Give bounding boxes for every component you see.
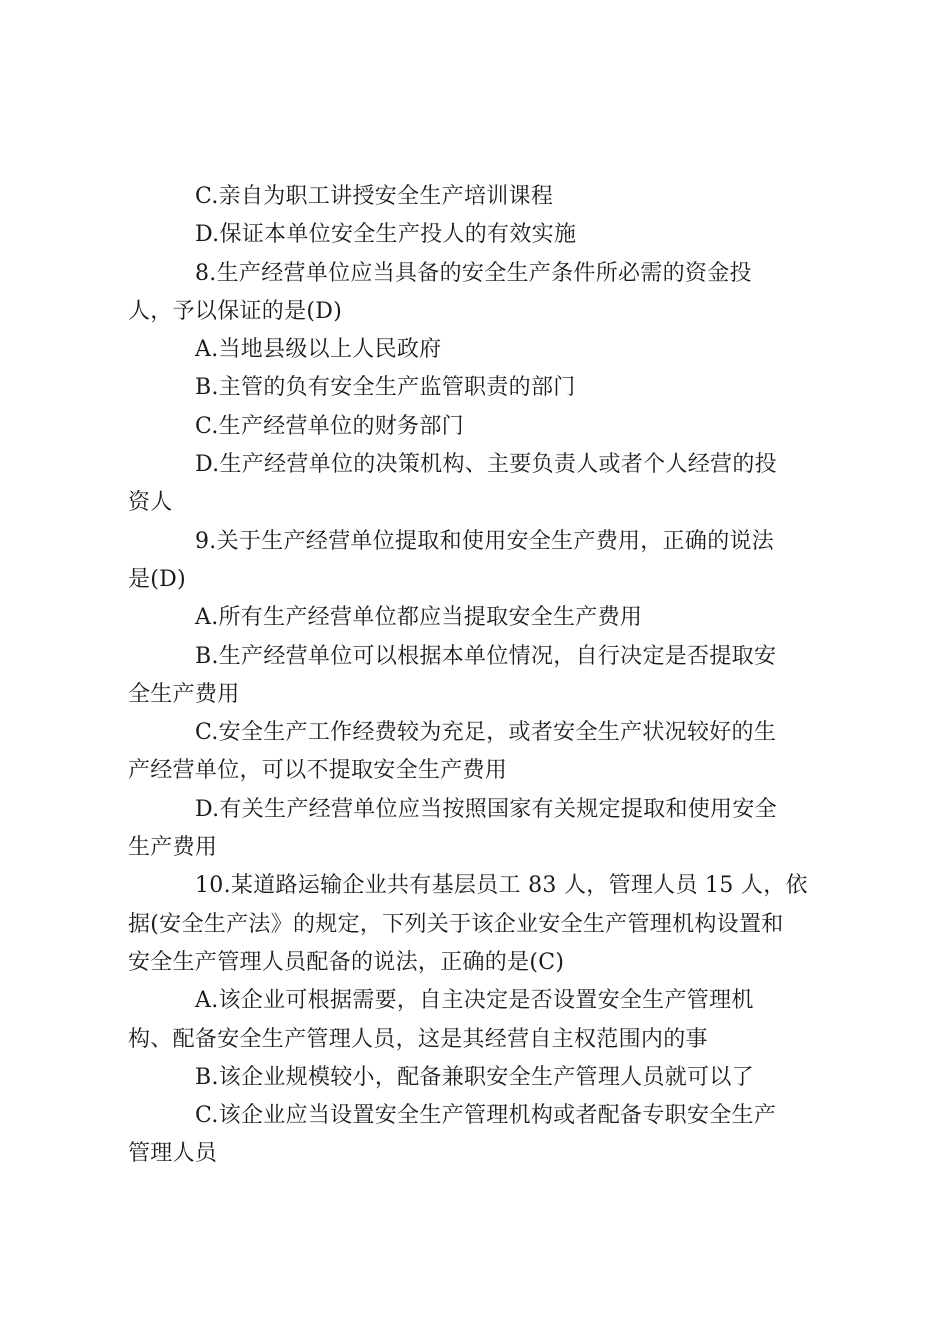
text-line: C.该企业应当设置安全生产管理机构或者配备专职安全生产 <box>195 1103 777 1129</box>
text-line: 8.生产经营单位应当具备的安全生产条件所必需的资金投 <box>195 260 752 286</box>
text-line: 9.关于生产经营单位提取和使用安全生产费用，正确的说法 <box>195 528 775 554</box>
text-line: 安全生产管理人员配备的说法，正确的是(C) <box>128 949 565 975</box>
text-line: 生产费用 <box>128 835 218 861</box>
text-line: D.生产经营单位的决策机构、主要负责人或者个人经营的投 <box>195 452 777 478</box>
text-line: D.保证本单位安全生产投人的有效实施 <box>195 222 577 248</box>
text-line: C.生产经营单位的财务部门 <box>195 413 464 439</box>
text-line: 管理人员 <box>128 1141 218 1167</box>
text-line: 资人 <box>128 490 173 516</box>
text-line: 10.某道路运输企业共有基层员工 83 人，管理人员 15 人，依 <box>195 873 808 899</box>
text-line: A.当地县级以上人民政府 <box>195 337 442 363</box>
text-line: A.所有生产经营单位都应当提取安全生产费用 <box>195 605 643 631</box>
text-line: D.有关生产经营单位应当按照国家有关规定提取和使用安全 <box>195 796 777 822</box>
text-line: B.生产经营单位可以根据本单位情况，自行决定是否提取安 <box>195 643 777 669</box>
text-line: 据(安全生产法》的规定，下列关于该企业安全生产管理机构设置和 <box>128 911 784 937</box>
document-body <box>128 178 828 1174</box>
text-line: B.主管的负有安全生产监管职责的部门 <box>195 375 576 401</box>
text-line: C.亲自为职工讲授安全生产培训课程 <box>195 184 554 209</box>
text-line: 全生产费用 <box>128 681 240 707</box>
text-line: A.该企业可根据需要，自主决定是否设置安全生产管理机 <box>195 988 754 1014</box>
text-line: B.该企业规模较小，配备兼职安全生产管理人员就可以了 <box>195 1064 754 1090</box>
text-line: C.安全生产工作经费较为充足，或者安全生产状况较好的生 <box>195 720 777 746</box>
text-line: 构、配备安全生产管理人员，这是其经营自主权范围内的事 <box>128 1026 708 1052</box>
text-line: 人，予以保证的是(D) <box>128 298 343 324</box>
text-line: 产经营单位，可以不提取安全生产费用 <box>128 758 508 784</box>
text-line: 是(D) <box>128 566 187 592</box>
